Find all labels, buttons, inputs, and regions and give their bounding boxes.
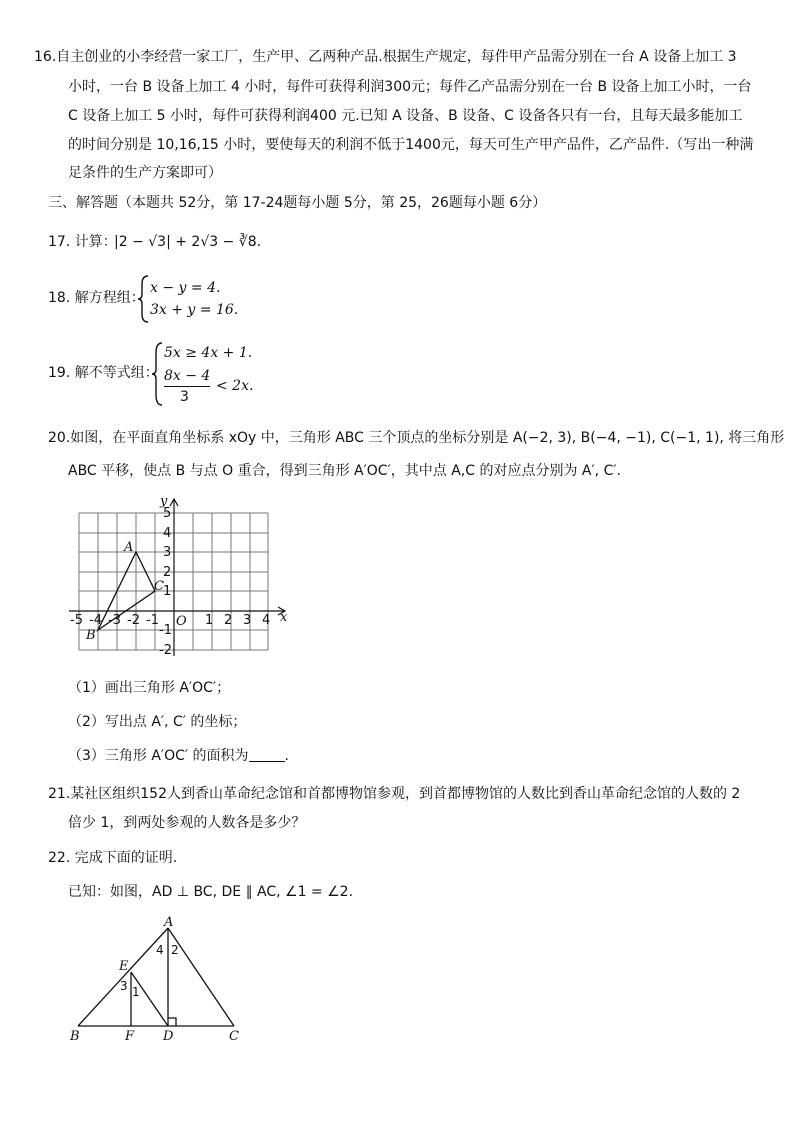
graph-origin-label: O: [176, 614, 187, 629]
graph-x-tick: -3: [108, 613, 121, 628]
q16-line-4: 的时间分别是 10,16,15 小时，要使每天的利润不低于1400元，每天可生产甲产品件，乙产品件.（写出一种满: [68, 137, 754, 153]
graph-x-tick: -2: [127, 613, 140, 628]
fig-angle-2: 2: [171, 943, 179, 957]
fig-angle-4: 4: [156, 943, 164, 957]
q16-line-5: 足条件的生产方案即可）: [68, 165, 222, 181]
q20-sub-1: （1）画出三角形 A′OC′；: [68, 680, 231, 696]
section-heading: 三、解答题（本题共 52分，第 17-24题每小题 5分，第 25，26题每小题 6分）: [48, 195, 547, 211]
q16-line-3: C 设备上加工 5 小时，每件可获得利润400 元.已知 A 设备、B 设备、C 设备各只有一台，且每天最多能加工: [68, 108, 743, 124]
graph-x-tick: 4: [262, 613, 271, 628]
q21-line-2: 倍少 1，到两处参观的人数各是多少？: [68, 815, 306, 831]
graph-y-label: y: [160, 494, 168, 509]
graph-x-tick: 1: [205, 613, 214, 628]
graph-y-tick: 3: [163, 545, 172, 560]
graph-x-tick: -5: [70, 613, 83, 628]
graph-x-tick: 2: [224, 613, 233, 628]
q19-numerator: 8x − 4: [164, 368, 211, 384]
q19-brace: [150, 341, 164, 407]
q17-prefix: 17. 计算：: [48, 234, 117, 250]
fig-angle-1: 1: [132, 985, 140, 999]
fig-label-b: B: [70, 1029, 80, 1044]
q18-brace: [136, 274, 150, 324]
q20-coordinate-graph: [66, 492, 290, 660]
graph-point-b-label: B: [86, 628, 96, 643]
q20-line-2: ABC 平移，使点 B 与点 O 重合，得到三角形 A′OC′，其中点 A,C 的对应点分别为 A′, C′.: [68, 463, 621, 479]
q18-prefix: 18. 解方程组：: [48, 290, 145, 306]
fig-label-c: C: [229, 1029, 239, 1044]
q20-sub-3-line: [68, 746, 289, 766]
q19-prefix: 19. 解不等式组：: [48, 365, 159, 381]
answer-blank[interactable]: [249, 747, 285, 762]
graph-y-tick: -1: [159, 623, 172, 638]
graph-y-tick: 5: [163, 506, 172, 521]
fig-label-e: E: [119, 959, 129, 974]
graph-x-tick: -4: [89, 613, 102, 628]
q17-expression: |2 − √3| + 2√3 − ∛8.: [114, 234, 262, 250]
q19-ineq1: 5x ≥ 4x + 1.: [164, 345, 253, 361]
fig-label-d: D: [163, 1029, 174, 1044]
graph-y-tick: -2: [159, 643, 172, 658]
graph-y-tick: 4: [163, 526, 172, 541]
q22-triangle-figure: [60, 912, 260, 1042]
q20-line-1: 20.如图，在平面直角坐标系 xOy 中，三角形 ABC 三个顶点的坐标分别是 A(−2, 3), B(−4, −1), C(−1, 1), 将三角形: [48, 430, 785, 446]
graph-y-tick: 1: [163, 584, 172, 599]
q21-line-1: 21.某社区组织152人到香山革命纪念馆和首都博物馆参观，到首都博物馆的人数比到香山革命纪念馆的人数的 2: [48, 786, 741, 802]
fig-label-f: F: [125, 1029, 135, 1044]
q22-line-2: 已知：如图，AD ⊥ BC, DE ∥ AC, ∠1 = ∠2.: [68, 884, 354, 900]
q19-rhs: < 2x.: [216, 378, 254, 394]
graph-x-tick: -1: [146, 613, 159, 628]
q18-eq2: 3x + y = 16.: [150, 302, 239, 318]
q19-denominator: 3: [180, 389, 189, 405]
q18-eq1: x − y = 4.: [150, 280, 221, 296]
graph-x-tick: 3: [243, 613, 252, 628]
fig-label-a: A: [164, 915, 174, 930]
q20-sub-3: （3）三角形 A′OC′ 的面积为: [68, 748, 249, 764]
fig-angle-3: 3: [120, 979, 128, 993]
graph-x-label: x: [280, 610, 288, 625]
graph-point-a-label: A: [124, 540, 134, 555]
graph-point-c-label: C: [154, 579, 164, 594]
graph-y-tick: 2: [163, 565, 172, 580]
q22-line-1: 22. 完成下面的证明.: [48, 850, 178, 866]
q16-line-2: 小时，一台 B 设备上加工 4 小时，每件可获得利润300元；每件乙产品需分别在一台 B 设备上加工小时，一台: [68, 79, 752, 95]
q20-sub-2: （2）写出点 A′, C′ 的坐标；: [68, 714, 247, 730]
q20-sub-3-end: .: [284, 748, 289, 764]
q16-line-1: 16.自主创业的小李经营一家工厂，生产甲、乙两种产品.根据生产规定，每件甲产品需分别在一台 A 设备上加工 3: [34, 49, 737, 65]
